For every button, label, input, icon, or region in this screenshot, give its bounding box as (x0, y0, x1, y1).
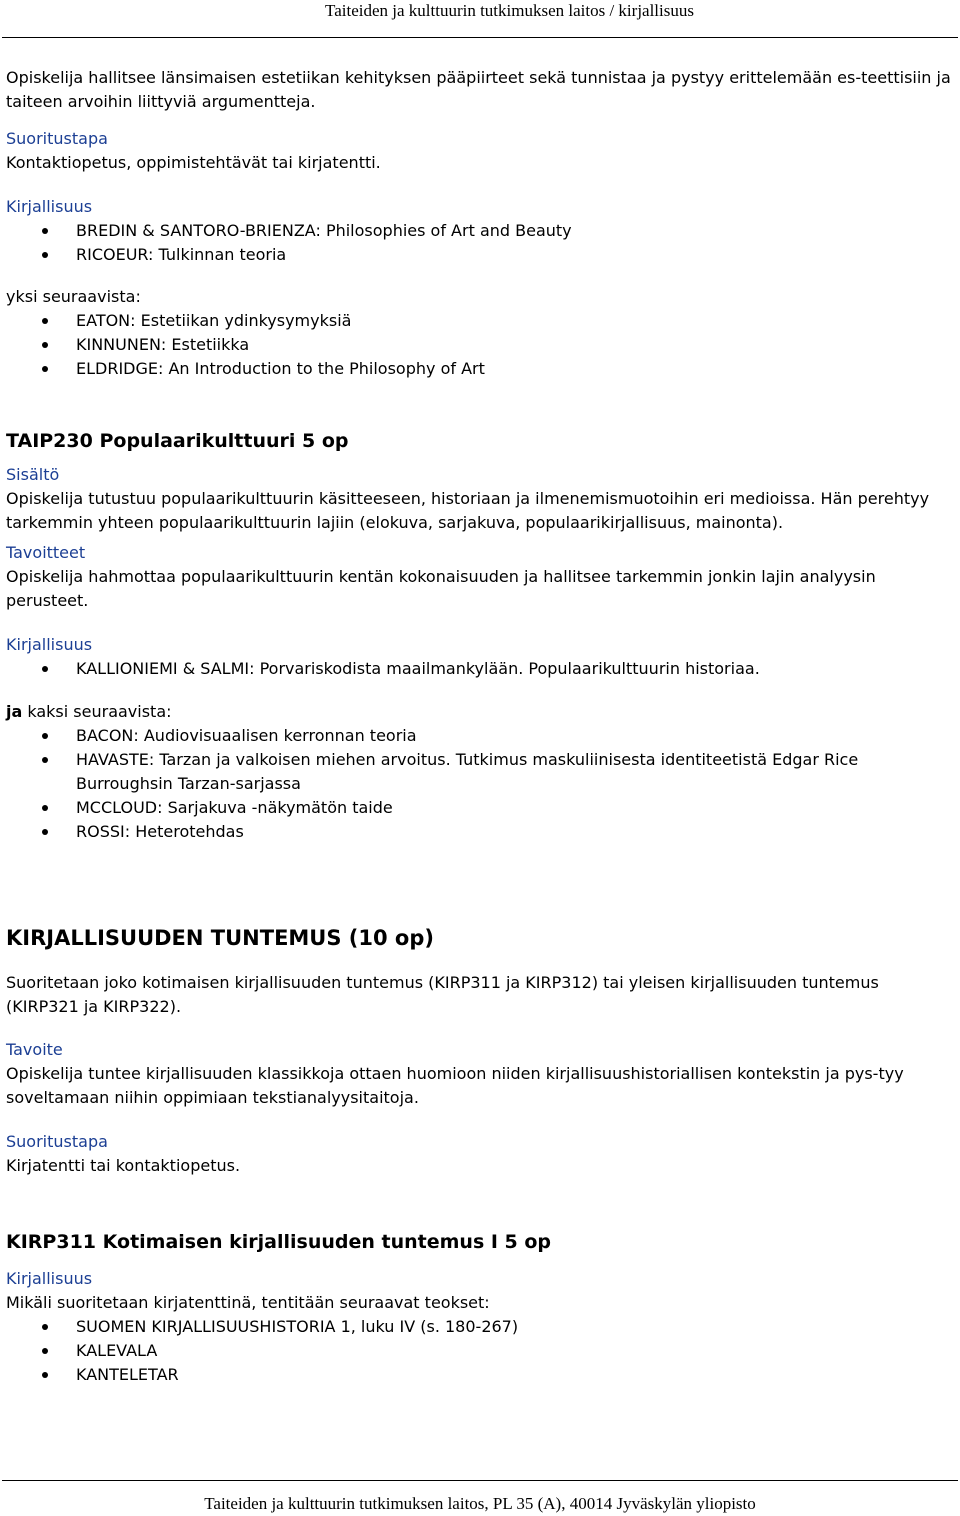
course-title-taip230: TAIP230 Populaarikulttuuri 5 op (6, 430, 349, 452)
document-body (6, 66, 956, 1387)
goals-label: Tavoitteet (6, 543, 86, 562)
course-title-kirp311: KIRP311 Kotimaisen kirjallisuuden tuntemus I 5 op (6, 1231, 552, 1253)
goal-label: Tavoite (6, 1040, 63, 1059)
list-item: KALEVALA (6, 1339, 956, 1363)
method-label: Suoritustapa (6, 1132, 108, 1151)
list-item: RICOEUR: Tulkinnan teoria (6, 243, 956, 267)
intro-text: Suoritetaan joko kotimaisen kirjallisuuden tuntemus (KIRP311 ja KIRP312) tai yleisen kirjallisuuden tuntemus (KIRP321 ja KIRP322). (6, 973, 879, 1016)
header-divider (2, 37, 958, 38)
list-item: KANTELETAR (6, 1363, 956, 1387)
choice-label-rest: kaksi seuraavista: (22, 702, 172, 721)
literature-label: Kirjallisuus (6, 635, 93, 654)
list-item: MCCLOUD: Sarjakuva -näkymätön taide (6, 796, 956, 820)
list-item: KALLIONIEMI & SALMI: Porvariskodista maailmankylään. Populaarikulttuurin historiaa. (6, 657, 956, 681)
goal-text: Opiskelija tuntee kirjallisuuden klassikkoja ottaen huomioon niiden kirjallisuushistoriallisen kontekstin ja pys-tyy soveltamaan niihin oppimiaan tekstianalyysitaitoja. (6, 1064, 904, 1107)
literature-label: Kirjallisuus (6, 197, 93, 216)
goal-text: Opiskelija hallitsee länsimaisen estetiikan kehityksen pääpiirteet sekä tunnistaa ja pystyy erittelemään es-teettisiin ja taiteen arvoihin liittyviä argumentteja. (6, 68, 951, 111)
section-title-tuntemus: KIRJALLISUUDEN TUNTEMUS (10 op) (6, 926, 434, 950)
list-item: BACON: Audiovisuaalisen kerronnan teoria (6, 724, 956, 748)
list-item: EATON: Estetiikan ydinkysymyksiä (6, 309, 956, 333)
list-item: BREDIN & SANTORO-BRIENZA: Philosophies of Art and Beauty (6, 219, 956, 243)
choice-list (6, 724, 956, 844)
literature-label: Kirjallisuus (6, 1269, 93, 1288)
goals-text: Opiskelija hahmottaa populaarikulttuurin kentän kokonaisuuden ja hallitsee tarkemmin jonkin lajin analyysin perusteet. (6, 567, 876, 610)
choice-label-bold: ja (6, 702, 23, 721)
content-label: Sisältö (6, 465, 60, 484)
list-item: SUOMEN KIRJALLISUUSHISTORIA 1, luku IV (s. 180-267) (6, 1315, 956, 1339)
list-item: HAVASTE: Tarzan ja valkoisen miehen arvoitus. Tutkimus maskuliinisesta identiteetistä Edgar Rice Burroughsin Tarzan-sarjassa (6, 748, 956, 796)
content-text: Opiskelija tutustuu populaarikulttuurin käsitteeseen, historiaan ja ilmenemismuotoihin eri medioissa. Hän perehtyy tarkemmin yhteen populaarikulttuurin lajiin (elokuva, sarjakuva, populaarikirjallisuus, mainonta). (6, 489, 930, 532)
literature-list (6, 219, 956, 267)
page-header: Taiteiden ja kulttuurin tutkimuksen laitos / kirjallisuus (325, 1, 694, 20)
list-item: ELDRIDGE: An Introduction to the Philosophy of Art (6, 357, 956, 381)
choice-label: yksi seuraavista: (6, 287, 141, 306)
footer-divider (2, 1480, 958, 1481)
choice-list (6, 309, 956, 381)
page-footer: Taiteiden ja kulttuurin tutkimuksen laitos, PL 35 (A), 40014 Jyväskylän yliopisto (204, 1494, 756, 1513)
method-label: Suoritustapa (6, 129, 108, 148)
literature-list (6, 1315, 956, 1387)
method-text: Kontaktiopetus, oppimistehtävät tai kirjatentti. (6, 153, 381, 172)
literature-text: Mikäli suoritetaan kirjatenttinä, tentitään seuraavat teokset: (6, 1293, 490, 1312)
literature-list (6, 657, 956, 681)
list-item: ROSSI: Heterotehdas (6, 820, 956, 844)
list-item: KINNUNEN: Estetiikka (6, 333, 956, 357)
method-text: Kirjatentti tai kontaktiopetus. (6, 1156, 241, 1175)
choice-label (6, 700, 956, 724)
